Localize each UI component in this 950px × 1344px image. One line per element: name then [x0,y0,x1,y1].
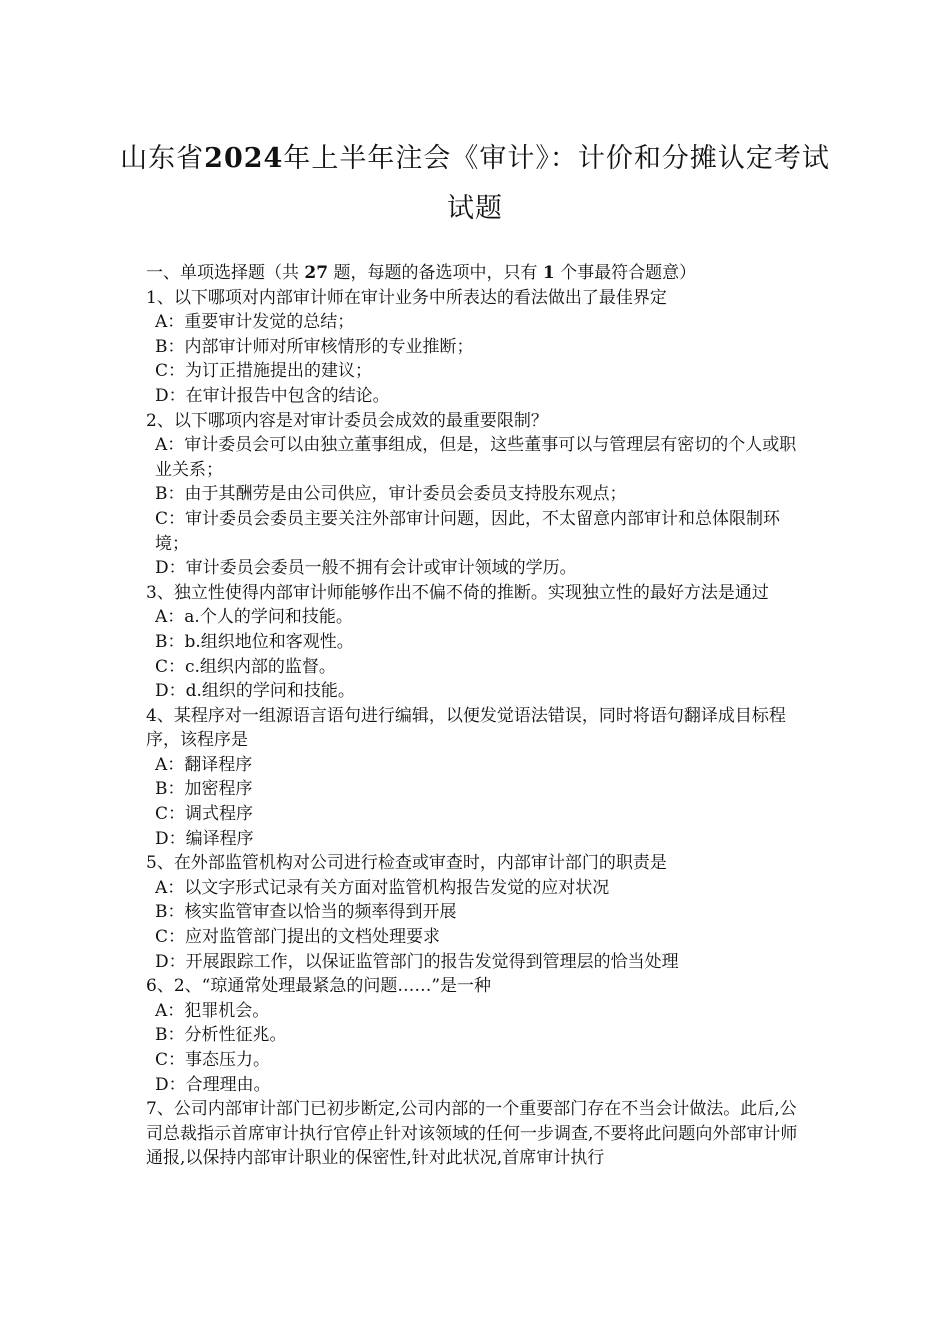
question-stem: 5、在外部监管机构对公司进行检查或审查时，内部审计部门的职责是 [146,853,667,874]
option: A：犯罪机会。 [155,1000,270,1021]
question-stem: 4、某程序对一组源语言语句进行编辑，以便发觉语法错误，同时将语句翻译成目标程序，该程序是 [146,705,786,751]
question-stem: 6、2、“琼通常处理最紧急的问题……”是一种 [146,976,492,997]
question-stem: 1、以下哪项对内部审计师在审计业务中所表达的看法做出了最佳界定 [146,287,667,308]
option: C：为订正措施提出的建议； [155,361,373,382]
option: C：c.组织内部的监督。 [155,656,336,677]
option: C：应对监管部门提出的文档处理要求 [155,927,441,948]
question-stem: 2、以下哪项内容是对审计委员会成效的最重要限制？ [146,410,548,431]
option: D：在审计报告中包含的结论。 [155,385,390,406]
option: B：加密程序 [155,779,253,800]
option: D：d.组织的学问和技能。 [155,681,355,702]
option: B：核实监管审查以恰当的频率得到开展 [155,902,457,923]
option: A：翻译程序 [155,754,253,775]
option: C：调式程序 [155,804,254,825]
option: D：开展跟踪工作，以保证监管部门的报告发觉得到管理层的恰当处理 [155,951,679,972]
section-heading: 一、单项选择题（共 27 题，每题的备选项中，只有 1 个事最符合题意） [146,263,697,283]
option: C：事态压力。 [155,1050,271,1070]
question-stem: 7、公司内部审计部门已初步断定,公司内部的一个重要部门存在不当会计做法。此后,公司总裁指示首席审计执行官停止针对该领域的任何一步调查,不要将此问题向外部审计师通报,以保持内部审计职业的保密性,针对此状况,首席审计执行 [146,1099,798,1169]
option: D：合理理由。 [155,1074,271,1095]
option: B：分析性征兆。 [155,1025,287,1046]
document-body [146,261,811,1171]
option: A：以文字形式记录有关方面对监管机构报告发觉的应对状况 [155,877,610,898]
option: B：b.组织地位和客观性。 [155,631,354,652]
option: A：a.个人的学问和技能。 [155,607,353,628]
option: B：内部审计师对所审核情形的专业推断； [155,336,474,357]
option: D：编译程序 [155,828,254,849]
option: C：审计委员会委员主要关注外部审计问题，因此，不太留意内部审计和总体限制环境； [155,508,781,554]
option: B：由于其酬劳是由公司供应，审计委员会委员支持股东观点； [155,484,627,505]
option: D：审计委员会委员一般不拥有会计或审计领域的学历。 [155,558,577,579]
option: A：审计委员会可以由独立董事组成，但是，这些董事可以与管理层有密切的个人或职业关系； [155,435,797,480]
option: A：重要审计发觉的总结； [155,312,355,333]
question-stem: 3、独立性使得内部审计师能够作出不偏不倚的推断。实现独立性的最好方法是通过 [146,582,769,603]
document-title-continued: 试题 [447,193,503,224]
document-title: 山东省2024年上半年注会《审计》：计价和分摊认定考试 [120,143,830,174]
